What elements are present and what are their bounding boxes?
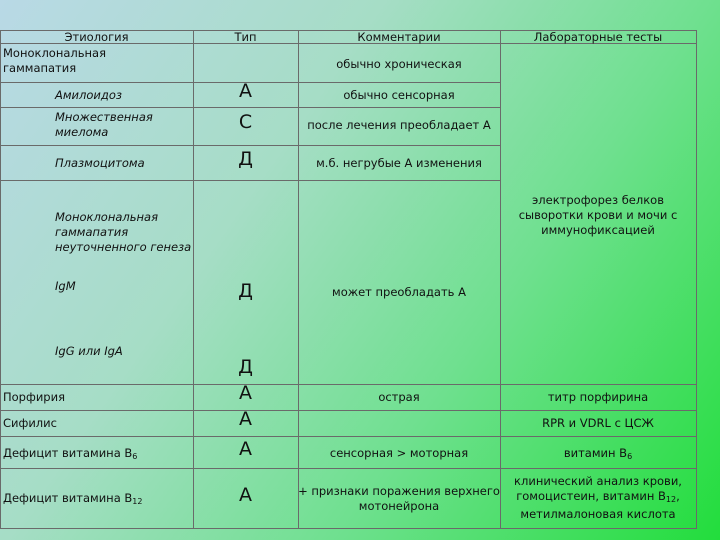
type-amyloidosis: А — [239, 80, 252, 102]
etiology-mgus-top — [3, 46, 191, 76]
lab-line: иммунофиксацией — [541, 223, 655, 237]
etiology-amyloidosis: Амилоидоз — [55, 88, 122, 102]
comment-b6: сенсорная > моторная — [329, 446, 469, 460]
type-b6: А — [239, 438, 252, 460]
etiology-igm: IgM — [55, 279, 76, 293]
lab-text: гомоцистеин, витамин В — [516, 489, 666, 503]
type-igg-iga: Д — [238, 356, 253, 378]
comment-plasmacytoma: м.б. негрубые А изменения — [316, 156, 482, 170]
etiology-b6 — [3, 446, 137, 464]
etiology-line: Множественная — [55, 110, 153, 124]
type-igm: Д — [238, 280, 253, 302]
comment-b12 — [298, 484, 500, 514]
etiology-igg-iga: IgG или IgA — [55, 344, 123, 358]
etiology-mgus — [55, 210, 191, 255]
etiology-line: миелома — [55, 125, 109, 139]
header-comment: Комментарии — [357, 30, 441, 44]
etiology-porphyria: Порфирия — [3, 390, 65, 404]
etiology-subscript: 12 — [132, 497, 143, 506]
etiology-syphilis: Сифилис — [3, 416, 57, 430]
lab-line: электрофорез белков — [531, 193, 664, 207]
lab-text: , — [676, 489, 680, 503]
lab-electrophoresis — [500, 193, 696, 238]
etiology-plasmacytoma: Плазмоцитома — [55, 156, 145, 170]
etiology-b12 — [3, 491, 142, 509]
lab-syphilis: RPR и VDRL с ЦСЖ — [542, 416, 654, 430]
lab-line — [500, 489, 696, 507]
type-syphilis: А — [239, 408, 252, 430]
lab-line: клинический анализ крови, — [514, 474, 682, 488]
etiology-line: неуточненного генеза — [55, 240, 192, 254]
etiology-text: Дефицит витамина В — [3, 491, 133, 505]
etiology-line: Моноклональная — [3, 46, 107, 60]
etiology-line: гаммапатия — [55, 225, 129, 239]
comment-line: мотонейрона — [358, 499, 440, 513]
comment-igm: может преобладать А — [332, 285, 466, 299]
header-lab-tests: Лабораторные тесты — [533, 30, 663, 44]
type-porphyria: А — [239, 382, 252, 404]
lab-text: витамин В — [563, 446, 628, 460]
type-b12: А — [239, 484, 252, 506]
comment-myeloma: после лечения преобладает А — [307, 118, 491, 132]
etiology-subscript: 6 — [132, 452, 138, 461]
lab-b6 — [500, 446, 696, 464]
header-type: Тип — [234, 30, 257, 44]
comment-line: + признаки поражения верхнего — [298, 484, 500, 498]
lab-line: сыворотки крови и мочи с — [518, 208, 678, 222]
lab-line: метилмалоновая кислота — [520, 507, 676, 521]
lab-b12 — [500, 474, 696, 522]
lab-subscript: 12 — [665, 495, 677, 504]
etiology-text: Дефицит витамина В — [3, 446, 133, 460]
comment-mgus-top: обычно хроническая — [336, 57, 462, 71]
etiology-myeloma — [55, 110, 153, 140]
header-etiology: Этиология — [64, 30, 129, 44]
etiology-line: гаммапатия — [3, 61, 77, 75]
etiology-line: Моноклональная — [55, 210, 159, 224]
comment-amyloidosis: обычно сенсорная — [343, 88, 455, 102]
type-plasmacytoma: Д — [238, 148, 253, 170]
type-myeloma: С — [238, 111, 253, 133]
comment-porphyria: острая — [378, 390, 420, 404]
lab-subscript: 6 — [627, 452, 633, 461]
lab-porphyria: титр порфирина — [547, 390, 649, 404]
